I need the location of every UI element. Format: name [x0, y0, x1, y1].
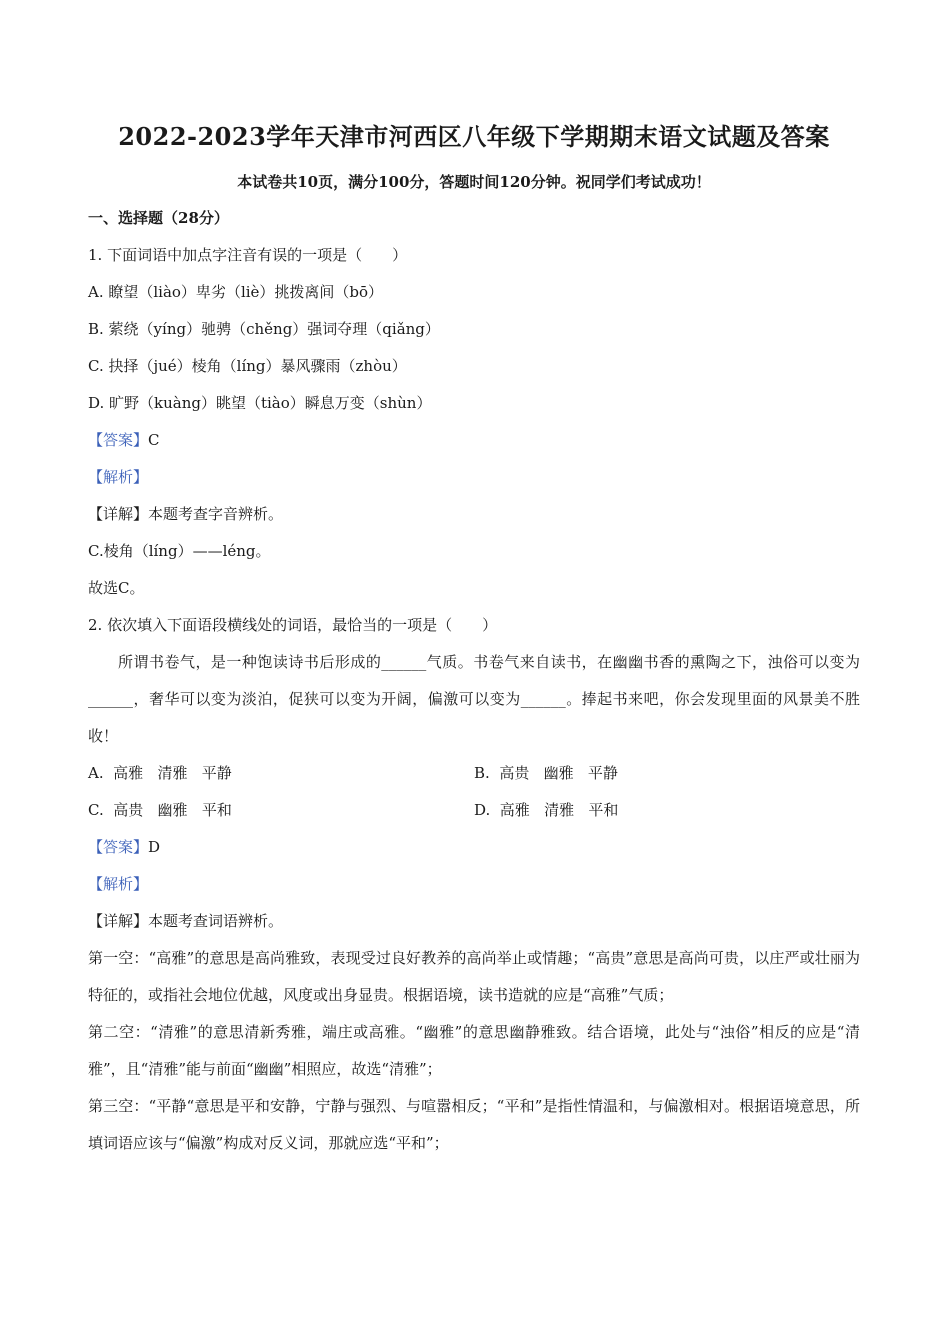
page-title: 2022-2023学年天津市河西区八年级下学期期末语文试题及答案: [118, 122, 830, 151]
question-2-detail: 【详解】本题考查词语辨析。: [88, 912, 284, 930]
question-1-option-a: A. 瞭望（liào）卑劣（liè）挑拨离间（bō）: [88, 283, 384, 301]
question-1-analysis-tag: 【解析】: [88, 468, 149, 486]
answer-tag: 【答案】: [88, 431, 149, 449]
answer-value: D: [148, 838, 161, 856]
question-2-options-row-1: [88, 755, 860, 792]
question-1-option-b: B. 萦绕（yíng）驰骋（chěng）强词夺理（qiǎng）: [88, 320, 440, 338]
answer-tag: 【答案】: [88, 838, 149, 856]
question-2-blank-1-explanation: 第一空：“高雅”的意思是高尚雅致，表现受过良好教养的高尚举止或情趣；“高贵”意思是高尚可贵，以庄严或壮丽为特征的，或指社会地位优越，风度或出身显贵。根据语境，读书造就的应是“高雅”气质；: [88, 949, 860, 1004]
question-2-stem: 2. 依次填入下面语段横线处的词语，最恰当的一项是（ ）: [88, 616, 498, 634]
exam-note: 本试卷共10页，满分100分，答题时间120分钟。祝同学们考试成功！: [237, 173, 711, 191]
question-2-passage: 所谓书卷气，是一种饱读诗书后形成的______气质。书卷气来自读书，在幽幽书香的熏陶之下，浊俗可以变为______，奢华可以变为淡泊，促狭可以变为开阔，偏激可以变为______。捧起书来吧，你会发现里面的风景美不胜收！: [88, 653, 860, 745]
question-2-blank-3-explanation: 第三空：“平静“意思是平和安静，宁静与强烈、与喧嚣相反；“平和”是指性情温和，与偏激相对。根据语境意思，所填词语应该与“偏激”构成对反义词，那就应选“平和”；: [88, 1097, 860, 1152]
question-2-blank-2-explanation: 第二空：“清雅”的意思清新秀雅，端庄或高雅。“幽雅”的意思幽静雅致。结合语境，此处与“浊俗”相反的应是“清雅”，且“清雅”能与前面“幽幽”相照应，故选“清雅”；: [88, 1023, 860, 1078]
question-1-explanation: C.棱角（líng）——léng。: [88, 542, 271, 560]
question-2-analysis-tag: 【解析】: [88, 875, 149, 893]
question-2-option-a: A. 高雅 清雅 平静: [88, 764, 232, 782]
document-page: [88, 120, 860, 1162]
question-1-option-d: D. 旷野（kuàng）眺望（tiào）瞬息万变（shùn）: [88, 394, 432, 412]
question-1-stem: 1. 下面词语中加点字注音有误的一项是（ ）: [88, 246, 408, 264]
section-heading: 一、选择题（28分）: [88, 209, 229, 227]
question-1-option-c: C. 抉择（jué）棱角（líng）暴风骤雨（zhòu）: [88, 357, 407, 375]
question-2-option-d: D. 高雅 清雅 平和: [474, 801, 619, 819]
question-1-answer: [88, 422, 860, 459]
question-2-options-row-2: [88, 792, 860, 829]
question-2-answer: [88, 829, 860, 866]
question-2-option-c: C. 高贵 幽雅 平和: [88, 801, 232, 819]
answer-value: C: [148, 431, 160, 449]
question-2-option-b: B. 高贵 幽雅 平静: [474, 764, 618, 782]
question-1-detail: 【详解】本题考查字音辨析。: [88, 505, 284, 523]
question-1-conclusion: 故选C。: [88, 579, 145, 597]
